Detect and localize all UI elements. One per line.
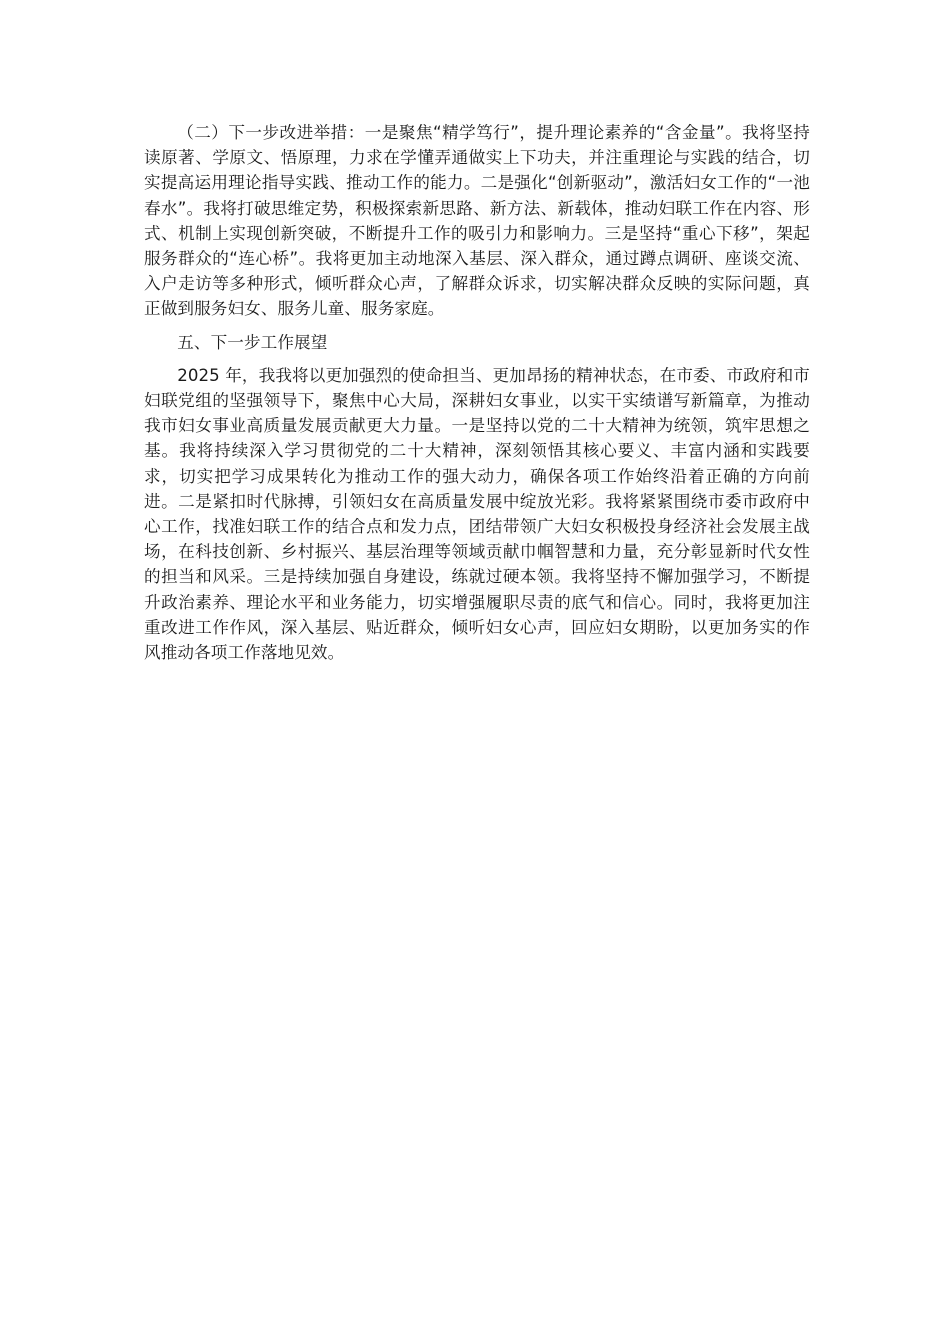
paragraph-improvement-measures: （二）下一步改进举措：一是聚焦“精学笃行”，提升理论素养的“含金量”。我将坚持读原著、学原文、悟原理，力求在学懂弄通做实上下功夫，并注重理论与实践的结合，切实提高运用理论指导实践、推动工作的能力。二是强化“创新驱动”，激活妇女工作的“一池春水”。我将打破思维定势，积极探索新思路、新方法、新载体，推动妇联工作在内容、形式、机制上实现创新突破，不断提升工作的吸引力和影响力。三是坚持“重心下移”，架起服务群众的“连心桥”。我将更加主动地深入基层、深入群众，通过蹲点调研、座谈交流、入户走访等多种形式，倾听群众心声，了解群众诉求，切实解决群众反映的实际问题，真正做到服务妇女、服务儿童、服务家庭。	[144, 123, 810, 319]
section-heading-outlook: 五、下一步工作展望	[177, 332, 328, 352]
document-body	[144, 120, 810, 665]
paragraph-work-outlook: 2025 年，我我将以更加强烈的使命担当、更加昂扬的精神状态，在市委、市政府和市妇联党组的坚强领导下，聚焦中心大局，深耕妇女事业，以实干实绩谱写新篇章，为推动我市妇女事业高质量发展贡献更大力量。一是坚持以党的二十大精神为统领，筑牢思想之基。我将持续深入学习贯彻党的二十大精神，深刻领悟其核心要义、丰富内涵和实践要求，切实把学习成果转化为推动工作的强大动力，确保各项工作始终沿着正确的方向前进。二是紧扣时代脉搏，引领妇女在高质量发展中绽放光彩。我将紧紧围绕市委市政府中心工作，找准妇联工作的结合点和发力点，团结带领广大妇女积极投身经济社会发展主战场，在科技创新、乡村振兴、基层治理等领域贡献巾帼智慧和力量，充分彰显新时代女性的担当和风采。三是持续加强自身建设，练就过硬本领。我将坚持不懈加强学习，不断提升政治素养、理论水平和业务能力，切实增强履职尽责的底气和信心。同时，我将更加注重改进工作作风，深入基层、贴近群众，倾听妇女心声，回应妇女期盼，以更加务实的作风推动各项工作落地见效。	[144, 365, 810, 663]
